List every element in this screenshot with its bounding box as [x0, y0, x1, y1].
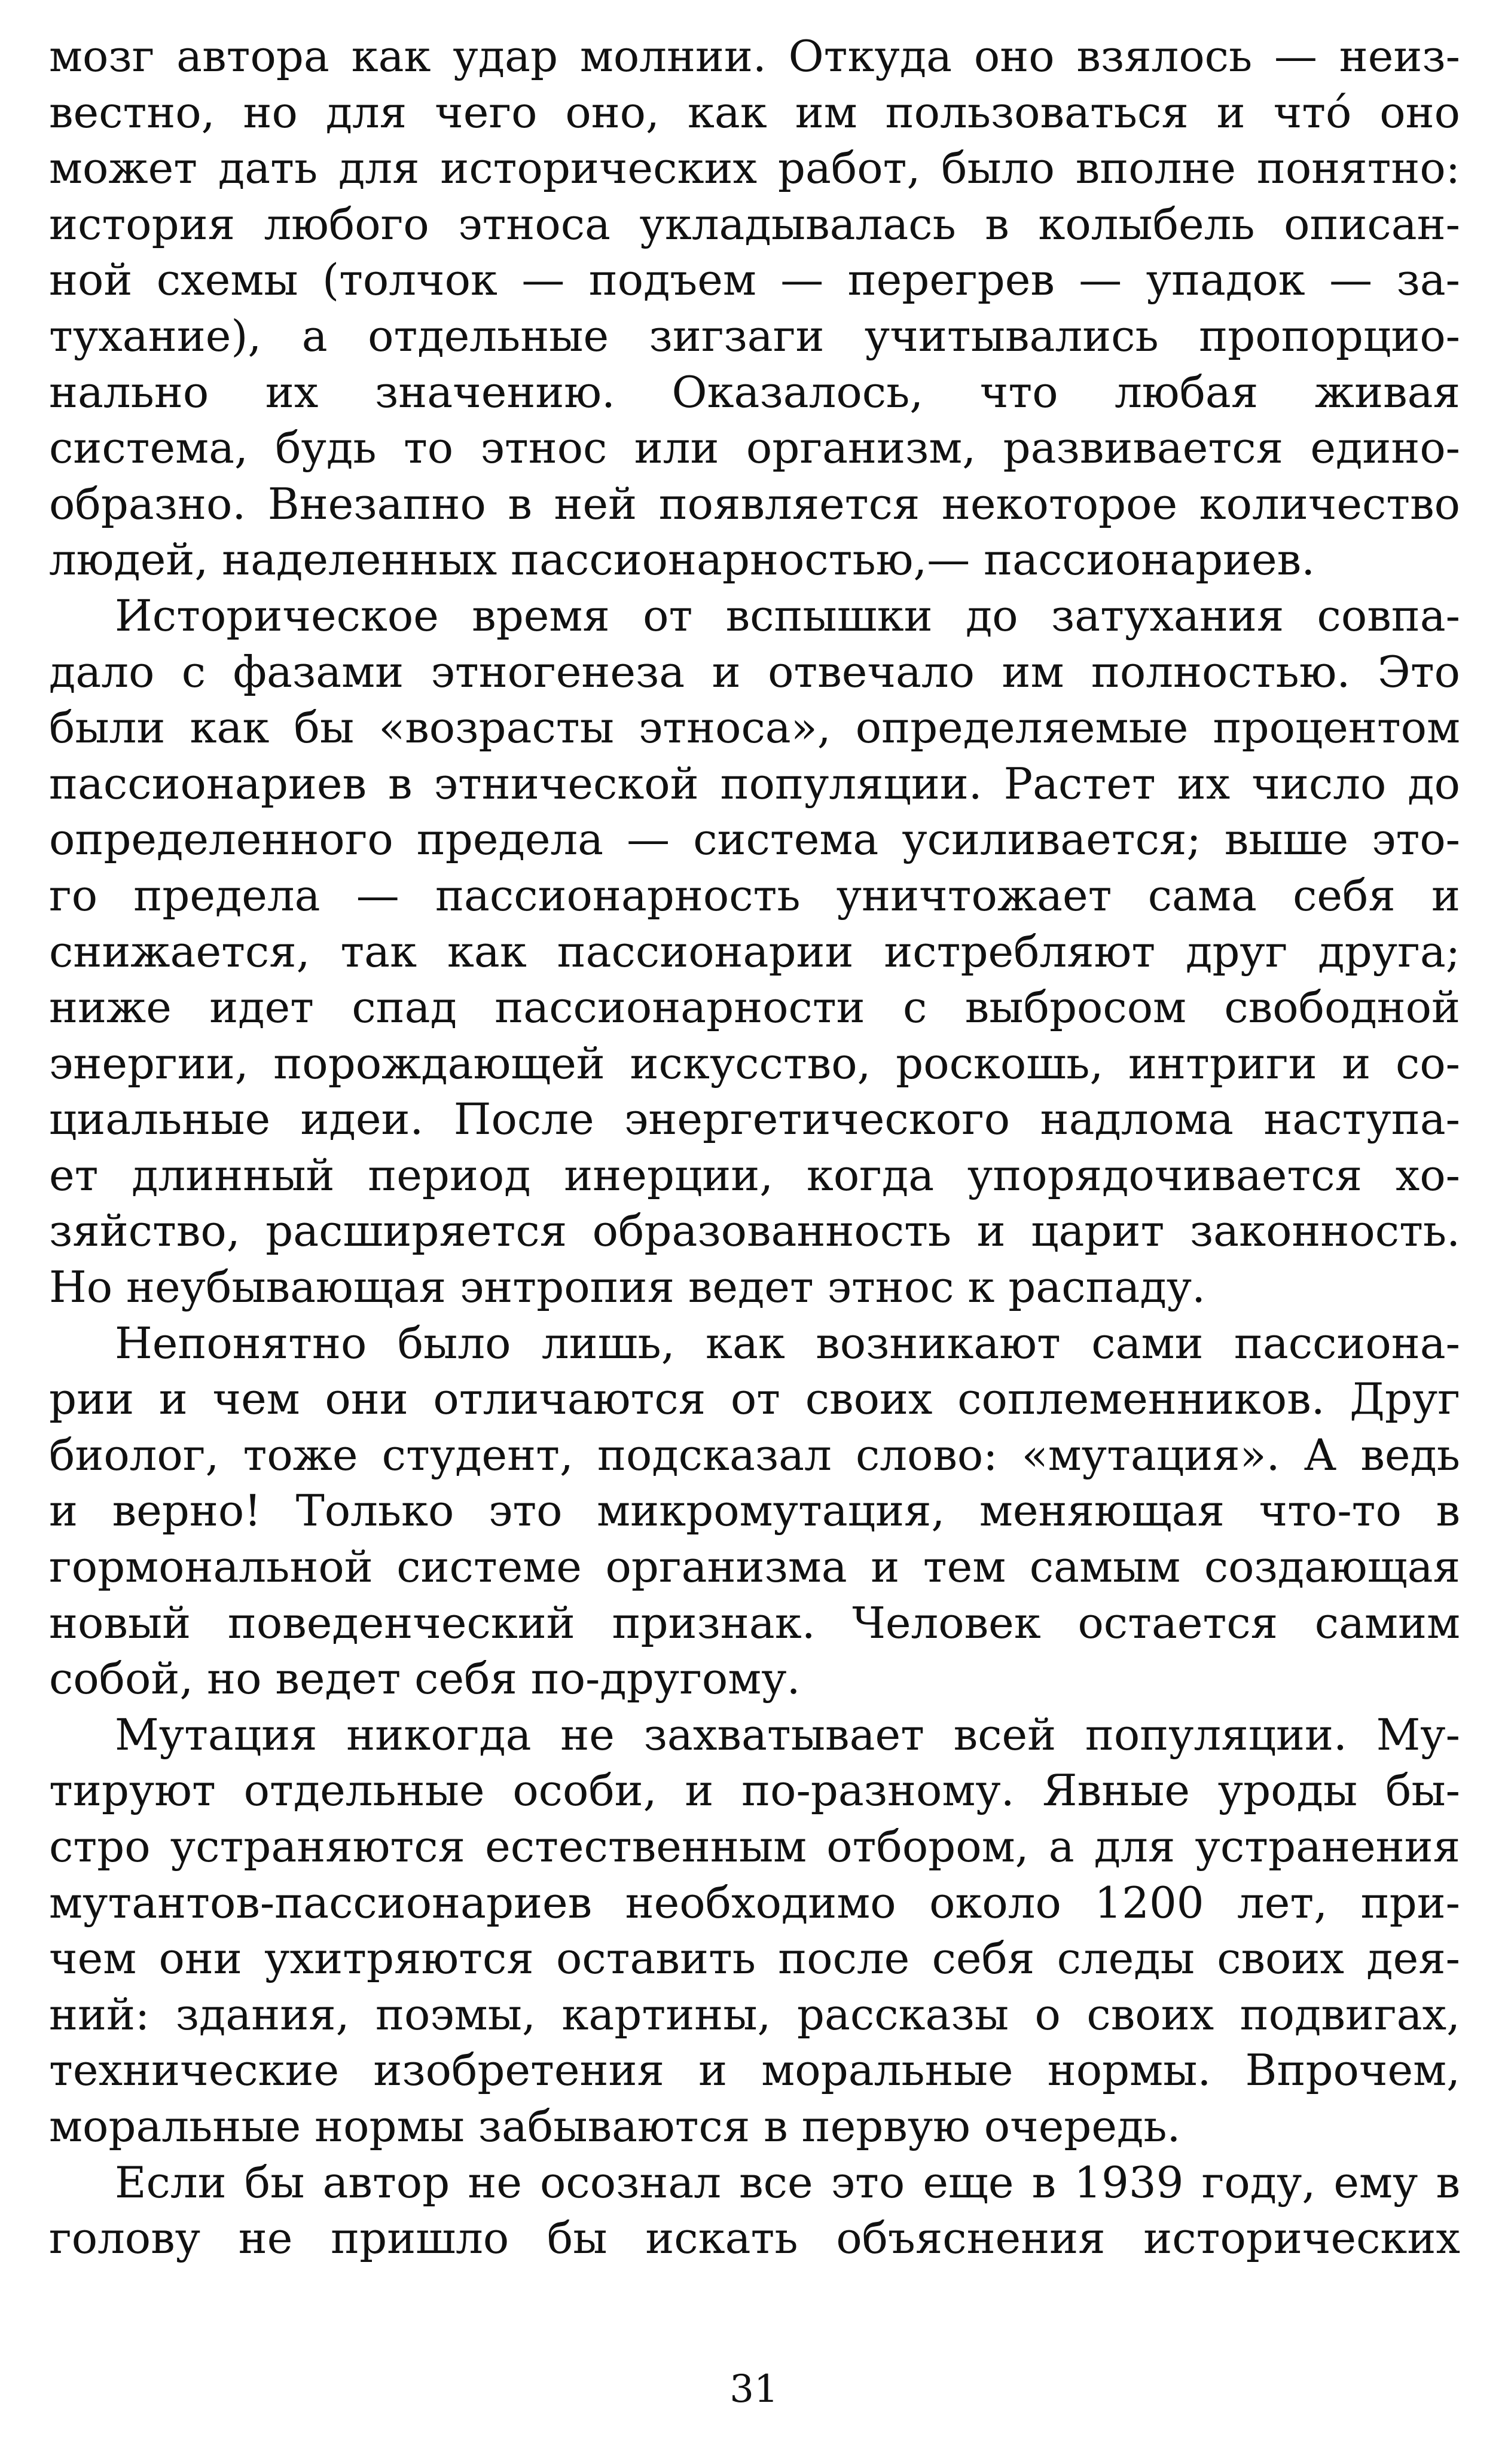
text-line: нально их значению. Оказалось, что любая живая — [49, 366, 1460, 417]
text-line: циальные идеи. После энергетического надлома наступа- — [49, 1094, 1460, 1145]
text-line: система, будь то этнос или организм, развивается едино- — [49, 423, 1460, 473]
text-line: биолог, тоже студент, подсказал слово: «мутация». А ведь — [49, 1429, 1460, 1480]
text-line: голову не пришло бы искать объяснения исторических — [49, 2213, 1460, 2264]
text-line: тухание), а отдельные зигзаги учитывались пропорцио- — [49, 310, 1460, 361]
text-line: гормональной системе организма и тем самым создающая — [49, 1542, 1460, 1592]
text-line: зяйство, расширяется образованность и царит законность. — [49, 1206, 1460, 1257]
text-line: Историческое время от вспышки до затухания совпа- — [115, 590, 1460, 641]
text-line: тируют отдельные особи, и по-разному. Явные уроды бы- — [49, 1765, 1460, 1816]
text-line: Но неубывающая энтропия ведет этнос к распаду. — [49, 1262, 1206, 1313]
text-line: дало с фазами этногенеза и отвечало им полностью. Это — [49, 646, 1460, 697]
paragraph — [49, 29, 1460, 588]
text-line: ний: здания, поэмы, картины, рассказы о своих подвигах, — [49, 1989, 1460, 2040]
text-line: людей, наделенных пассионарностью,— пассионариев. — [49, 534, 1315, 585]
text-line: и верно! Только это микромутация, меняющая что-то в — [49, 1485, 1460, 1536]
text-line: Мутация никогда не захватывает всей популяции. Му- — [115, 1709, 1460, 1760]
page-number: 31 — [729, 2367, 779, 2411]
text-line: ет длинный период инерции, когда упорядочивается хо- — [49, 1150, 1460, 1200]
text-line: моральные нормы забываются в первую очередь. — [49, 2101, 1181, 2151]
text-line: чем они ухитряются оставить после себя следы своих дея- — [49, 1933, 1460, 1984]
paragraph — [49, 588, 1460, 1316]
text-line: собой, но ведет себя по-другому. — [49, 1653, 801, 1704]
text-line: энергии, порождающей искусство, роскошь, интриги и со- — [49, 1038, 1460, 1089]
text-line: пассионариев в этнической популяции. Растет их число до — [49, 758, 1460, 809]
text-line: новый поведенческий признак. Человек остается самим — [49, 1597, 1460, 1648]
text-line: может дать для исторических работ, было вполне понятно: — [49, 143, 1460, 194]
text-line: рии и чем они отличаются от своих соплеменников. Друг — [49, 1374, 1460, 1424]
text-line: история любого этноса укладывалась в колыбель описан- — [49, 198, 1460, 249]
body-text — [49, 29, 1460, 2267]
text-line: образно. Внезапно в ней появляется некоторое количество — [49, 478, 1460, 529]
text-line: снижается, так как пассионарии истребляют друг друга; — [49, 926, 1460, 977]
paragraph — [49, 1316, 1460, 1707]
paragraph — [49, 2155, 1460, 2267]
text-line: вестно, но для чего оно, как им пользоваться и что́ оно — [49, 87, 1460, 137]
text-line: ной схемы (толчок — подъем — перегрев — упадок — за- — [49, 255, 1460, 305]
text-line: мозг автора как удар молнии. Откуда оно взялось — неиз- — [49, 31, 1460, 81]
text-line: были как бы «возрасты этноса», определяемые процентом — [49, 702, 1460, 753]
text-line: определенного предела — система усиливается; выше это- — [49, 814, 1460, 865]
text-line: стро устраняются естественным отбором, а для устранения — [49, 1821, 1460, 1872]
text-line: Непонятно было лишь, как возникают сами пассиона- — [115, 1317, 1460, 1368]
text-line: Если бы автор не осознал все это еще в 1939 году, ему в — [115, 2157, 1460, 2208]
text-line: го предела — пассионарность уничтожает сама себя и — [49, 870, 1460, 921]
text-line: технические изобретения и моральные нормы. Впрочем, — [49, 2045, 1460, 2096]
paragraph — [49, 1707, 1460, 2155]
text-line: мутантов-пассионариев необходимо около 1200 лет, при- — [49, 1877, 1460, 1928]
text-line: ниже идет спад пассионарности с выбросом свободной — [49, 982, 1460, 1033]
